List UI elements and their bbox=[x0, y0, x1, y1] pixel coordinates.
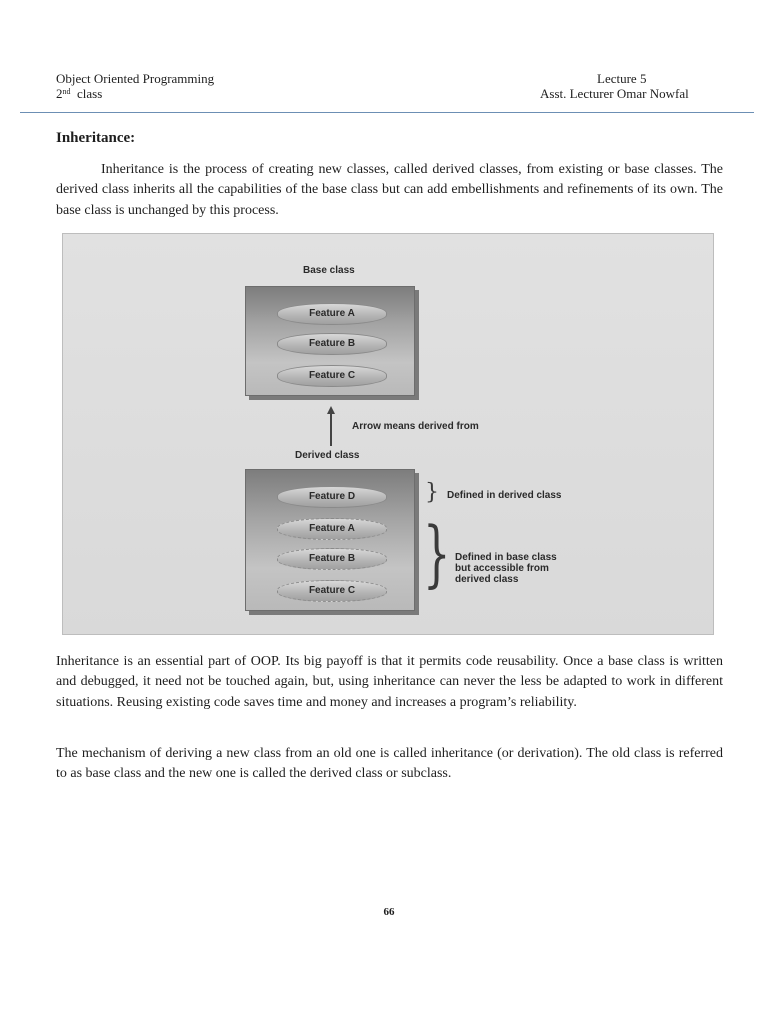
base-class-box bbox=[245, 286, 415, 396]
derived-feature-a: Feature A bbox=[277, 518, 387, 540]
large-brace-icon: } bbox=[423, 511, 451, 595]
class-level: 2nd class bbox=[56, 86, 103, 101]
header-right bbox=[540, 71, 689, 101]
defined-in-derived-label: Defined in derived class bbox=[447, 490, 562, 501]
derived-feature-b: Feature B bbox=[277, 548, 387, 570]
derived-class-label: Derived class bbox=[295, 450, 360, 461]
derived-class-box bbox=[245, 469, 415, 611]
base-feature-c: Feature C bbox=[277, 365, 387, 387]
paragraph-reusability: Inheritance is an essential part of OOP. Its big payoff is that it permits code reusability. Once a base class is written and debugged, it need not be touched again, but, using inheritance can never the less be adapted to work in different situations. Reusing existing code saves time and money and increases a program’s reliability. bbox=[56, 654, 723, 710]
arrow-meaning-label: Arrow means derived from bbox=[352, 421, 479, 432]
base-feature-b: Feature B bbox=[277, 333, 387, 355]
derived-from-arrow-icon bbox=[325, 406, 337, 446]
small-brace-icon: } bbox=[425, 480, 439, 505]
base-class-label: Base class bbox=[303, 265, 355, 276]
header-divider bbox=[20, 112, 754, 113]
paragraph-mechanism: The mechanism of deriving a new class from an old one is called inheritance (or derivation). The old class is referred to as base class and the new one is called the derived class or subclass. bbox=[56, 746, 723, 782]
derived-feature-d: Feature D bbox=[277, 486, 387, 508]
course-title: Object Oriented Programming bbox=[56, 71, 215, 86]
lecturer-name: Asst. Lecturer Omar Nowfal bbox=[540, 86, 689, 101]
base-feature-a: Feature A bbox=[277, 303, 387, 325]
defined-in-base-label: Defined in base class but accessible from derived class bbox=[455, 552, 557, 585]
header-left bbox=[56, 71, 214, 101]
lecture-number: Lecture 5 bbox=[597, 71, 647, 86]
section-heading: Inheritance: bbox=[56, 130, 136, 146]
inheritance-diagram bbox=[62, 233, 714, 635]
page-number: 66 bbox=[383, 906, 395, 918]
paragraph-intro: Inheritance is the process of creating new classes, called derived classes, from existing or base classes. The derived class inherits all the capabilities of the base class but can add embellishments and refinements of its own. The base class is unchanged by this process. bbox=[56, 162, 723, 218]
derived-feature-c: Feature C bbox=[277, 580, 387, 602]
